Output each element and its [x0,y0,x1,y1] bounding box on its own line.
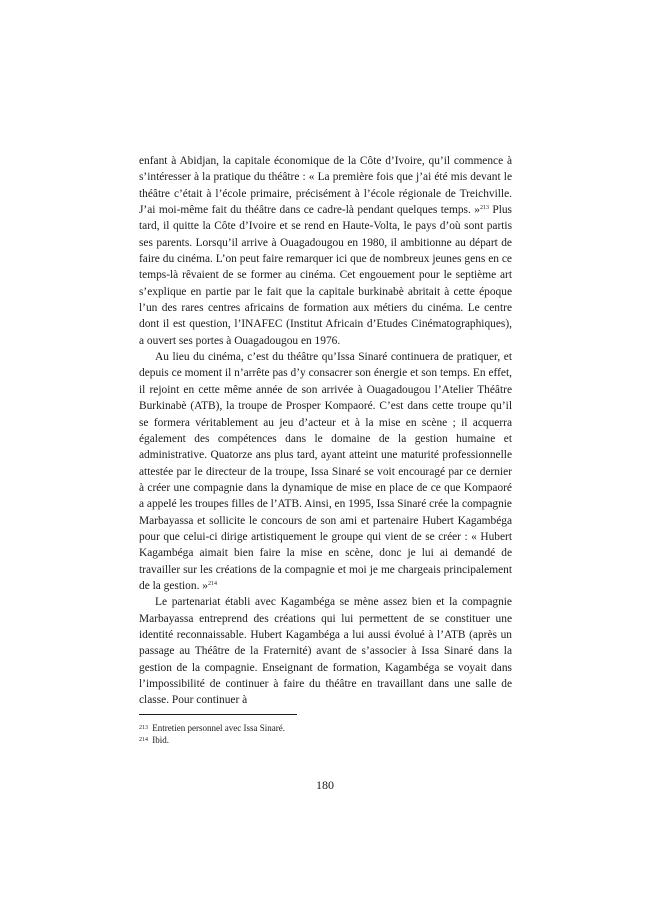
footnote-ref-213[interactable]: 213 [479,205,489,212]
page-number: 180 [316,778,334,792]
footnote-213: $^{213}$ Entretien personnel avec Issa Sinaré. [139,723,285,733]
footnotes [139,722,512,746]
paragraph-2: Au lieu du cinéma, c’est du théâtre qu’Issa Sinaré continuera de pratiquer, et depuis ce moment il n’arrête pas d’y consacrer son énergie et son temps. En effet, il rejoint en cette même année de son arrivée à Ouagadougou l’Atelier Théâtre Burkinabè (ATB), la troupe de Prosper Kompaoré. C’est dans cette troupe qu’il se formera véritablement au jeu d’acteur et à la mise en scène ; il acquerra également des compétences dans le domaine de la gestion humaine et administrative. Quatorze ans plus tard, ayant atteint une maturité professionnelle attestée par le directeur de la troupe, Issa Sinaré se voit encouragé par ce dernier à créer une compagnie dans la dynamique de mise en place de ce que Kompaoré a appelé les troupes filles de l’ATB. Ainsi, en 1995, Issa Sinaré crée la compagnie Marbayassa et sollicite le concours de son ami et partenaire Hubert Kagambéga pour que celui-ci dirige artistiquement le groupe qui vient de se créer : « Hubert Kagambéga aimait bien faire la mise en scène, donc je lui ai demandé de travailler sur les créations de la compagnie et moi je me chargeais principalement de la gestion. »$^{214}$ [139,351,512,592]
footnote-separator [139,714,297,715]
paragraph-3: Le partenariat établi avec Kagambéga se mène assez bien et la compagnie Marbayassa entreprend des créations qui lui permettent de se constituer une identité reconnaissable. Hubert Kagambéga a lui aussi évolué à l’ATB (après un passage au Théâtre de la Fraternité) avant de s’associer à Issa Sinaré dans la gestion de la compagnie. Enseignant de formation, Kagambéga se voyait dans l’impossibilité de continuer à faire du théâtre en travaillant dans une salle de classe. Pour continuer à [139,596,512,707]
footnote-ref-214[interactable]: 214 [207,580,217,587]
footnote-214: $^{214}$ Ibid. [139,735,169,745]
main-text [139,153,512,709]
paragraph-1: enfant à Abidjan, la capitale économique de la Côte d’Ivoire, qu’il commence à s’intéresser à la pratique du théâtre : « La première fois que j’ai été mis devant le théâtre c’était à l’école primaire, précisément à l’école régionale de Treichville. J’ai moi-même fait du théâtre dans ce cadre-là pendant quelques temps. »$^{213}$ Plus tard, il quitte la Côte d’Ivoire et se rend en Haute-Volta, le pays d’où sont partis ses parents. Lorsqu’il arrive à Ouagadougou en 1980, il ambitionne au départ de faire du cinéma. L’on peut faire remarquer ici que de nombreux jeunes gens en ce temps-là rêvaient de se former au cinéma. Cet engouement pour le septième art s’explique en partie par le fait que la capitale burkinabè abritait à cette époque l’un des rares centres africains de formation aux métiers du cinéma. Le centre dont il est question, l’INAFEC (Institut Africain d’Etudes Cinématographiques), a ouvert ses portes à Ouagadougou en 1976. [139,155,512,347]
